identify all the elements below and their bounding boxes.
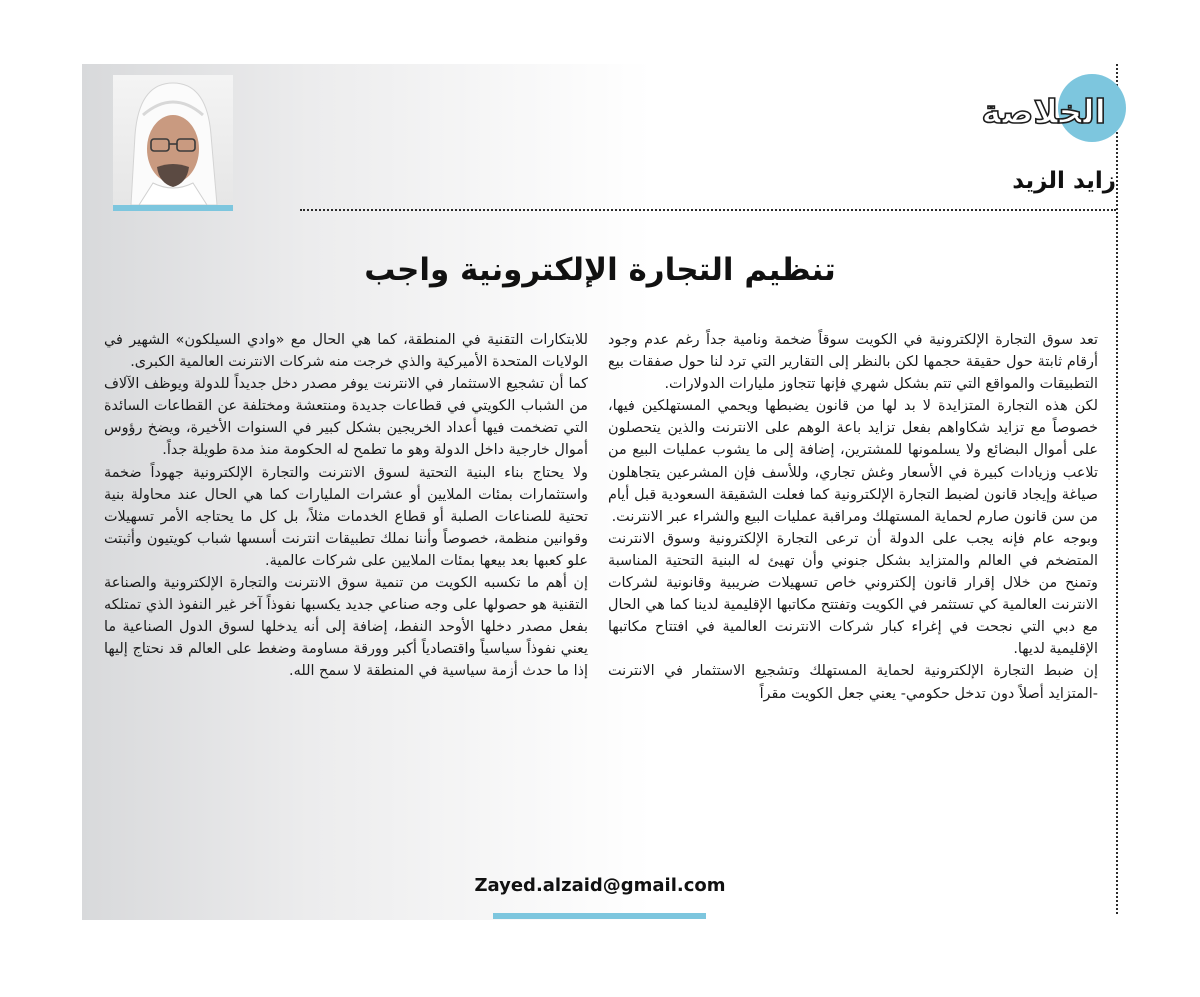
photo-accent-bar [113, 205, 233, 211]
paragraph: وبوجه عام فإنه يجب على الدولة أن ترعى التجارة الإلكترونية وسوق الانترنت المتضخم في العالم والمتزايد بشكل جنوني وأن تهيئ له البنية التحتية المناسبة وتمنح من خلال إقرار قانون إلكتروني خاص تسهيلات ضريبية وقانونية لشركات الانترنت العالمية كي تستثمر في الكويت وتفتتح مكاتبها الإقليمية لدينا كما هي الحال مع دبي التي نجحت في إغراء كبار شركات الانترنت العالمية في افتتاح مكاتبها الإقليمية لديها. [608, 530, 1098, 658]
author-photo [113, 75, 233, 205]
dotted-border-vertical [1116, 64, 1118, 914]
article-headline: تنظيم التجارة الإلكترونية واجب [364, 252, 836, 288]
paragraph: كما أن تشجيع الاستثمار في الانترنت يوفر مصدر دخل جديداً للدولة ويوظف الآلاف من الشباب الكويتي في قطاعات جديدة ومنتعشة ومختلفة عن القطاعات السائدة التي تضخمت فيها أعداد الخريجين بشكل كبير في السنوات الأخيرة، ويضخ رؤوس أموال خارجية داخل الدولة وهو ما تطمح له الحكومة منذ مدة طويلة جداً. [104, 376, 588, 459]
column-logo-text: الخلاصة [981, 92, 1106, 131]
article-column-right [608, 329, 1098, 705]
dotted-border-horizontal [300, 209, 1116, 211]
column-logo [946, 74, 1126, 154]
paragraph: للابتكارات التقنية في المنطقة، كما هي الحال مع «وادي السيلكون» الشهير في الولايات المتحدة الأميركية والذي خرجت منه شركات الانترنت العالمية الكبرى. [104, 332, 588, 371]
author-email[interactable]: Zayed.alzaid@gmail.com [474, 875, 726, 896]
author-name: زايد الزيد [1012, 168, 1116, 194]
paragraph: تعد سوق التجارة الإلكترونية في الكويت سوقاً ضخمة ونامية جداً رغم عدم وجود أرقام ثابتة حول حقيقة حجمها لكن بالنظر إلى التقارير التي ترد لنا حول صفقات بيع التطبيقات والمواقع التي تتم بشكل شهري فإنها تتجاوز مليارات الدولارات. [608, 332, 1098, 393]
paragraph: لكن هذه التجارة المتزايدة لا بد لها من قانون يضبطها ويحمي المستهلكين فيها، خصوصاً مع تزايد شكاواهم بفعل تزايد باعة الوهم على الانترنت والذين يتحصلون على أموال البضائع ولا يسلمونها للمشترين، إضافة إلى ما يشوب عمليات البيع من تلاعب وزيادات كبيرة في الأسعار وغش تجاري، وللأسف فإن المشرعين يتجاهلون صياغة وإيجاد قانون لضبط التجارة الإلكترونية كما فعلت الشقيقة السعودية قبل أيام من سن قانون صارم لحماية المستهلك ومراقبة عمليات البيع والشراء عبر الانترنت. [608, 398, 1098, 525]
paragraph: ولا يحتاج بناء البنية التحتية لسوق الانترنت والتجارة الإلكترونية جهوداً ضخمة واستثمارات بمئات الملايين أو عشرات المليارات كما هي الحال عند محاولة بنية تحتية للصناعات الصلبة أو قطاع الخدمات مثلاً، بل كل ما يحتاجه الأمر تسهيلات وقوانين منظمة، خصوصاً وأننا نملك تطبيقات انترنت أسسها شباب كويتيون وأثبتت علو كعبها بعد بيعها بمئات الملايين على شركات عالمية. [104, 464, 588, 569]
paragraph: إن ضبط التجارة الإلكترونية لحماية المستهلك وتشجيع الاستثمار في الانترنت -المتزايد أصلاً دون تدخل حكومي- يعني جعل الكويت مقراً [608, 663, 1098, 702]
article-column-left [104, 329, 588, 683]
paragraph: إن أهم ما تكسبه الكويت من تنمية سوق الانترنت والتجارة الإلكترونية والصناعة التقنية هو حصولها على وجه صناعي جديد يكسبها نفوذاً آخر غير النفوذ الذي تمتلكه بفعل مصدر دخلها الأوحد النفط، إضافة إلى أنه يدخلها لسوق الدول الصناعية ما يعني نفوذاً سياسياً واقتصادياً أكبر وورقة مساومة وضغط على العالم قد نحتاج إليها إذا ما حدث أزمة سياسية في المنطقة لا سمح الله. [104, 575, 588, 680]
email-accent-bar [493, 913, 706, 919]
